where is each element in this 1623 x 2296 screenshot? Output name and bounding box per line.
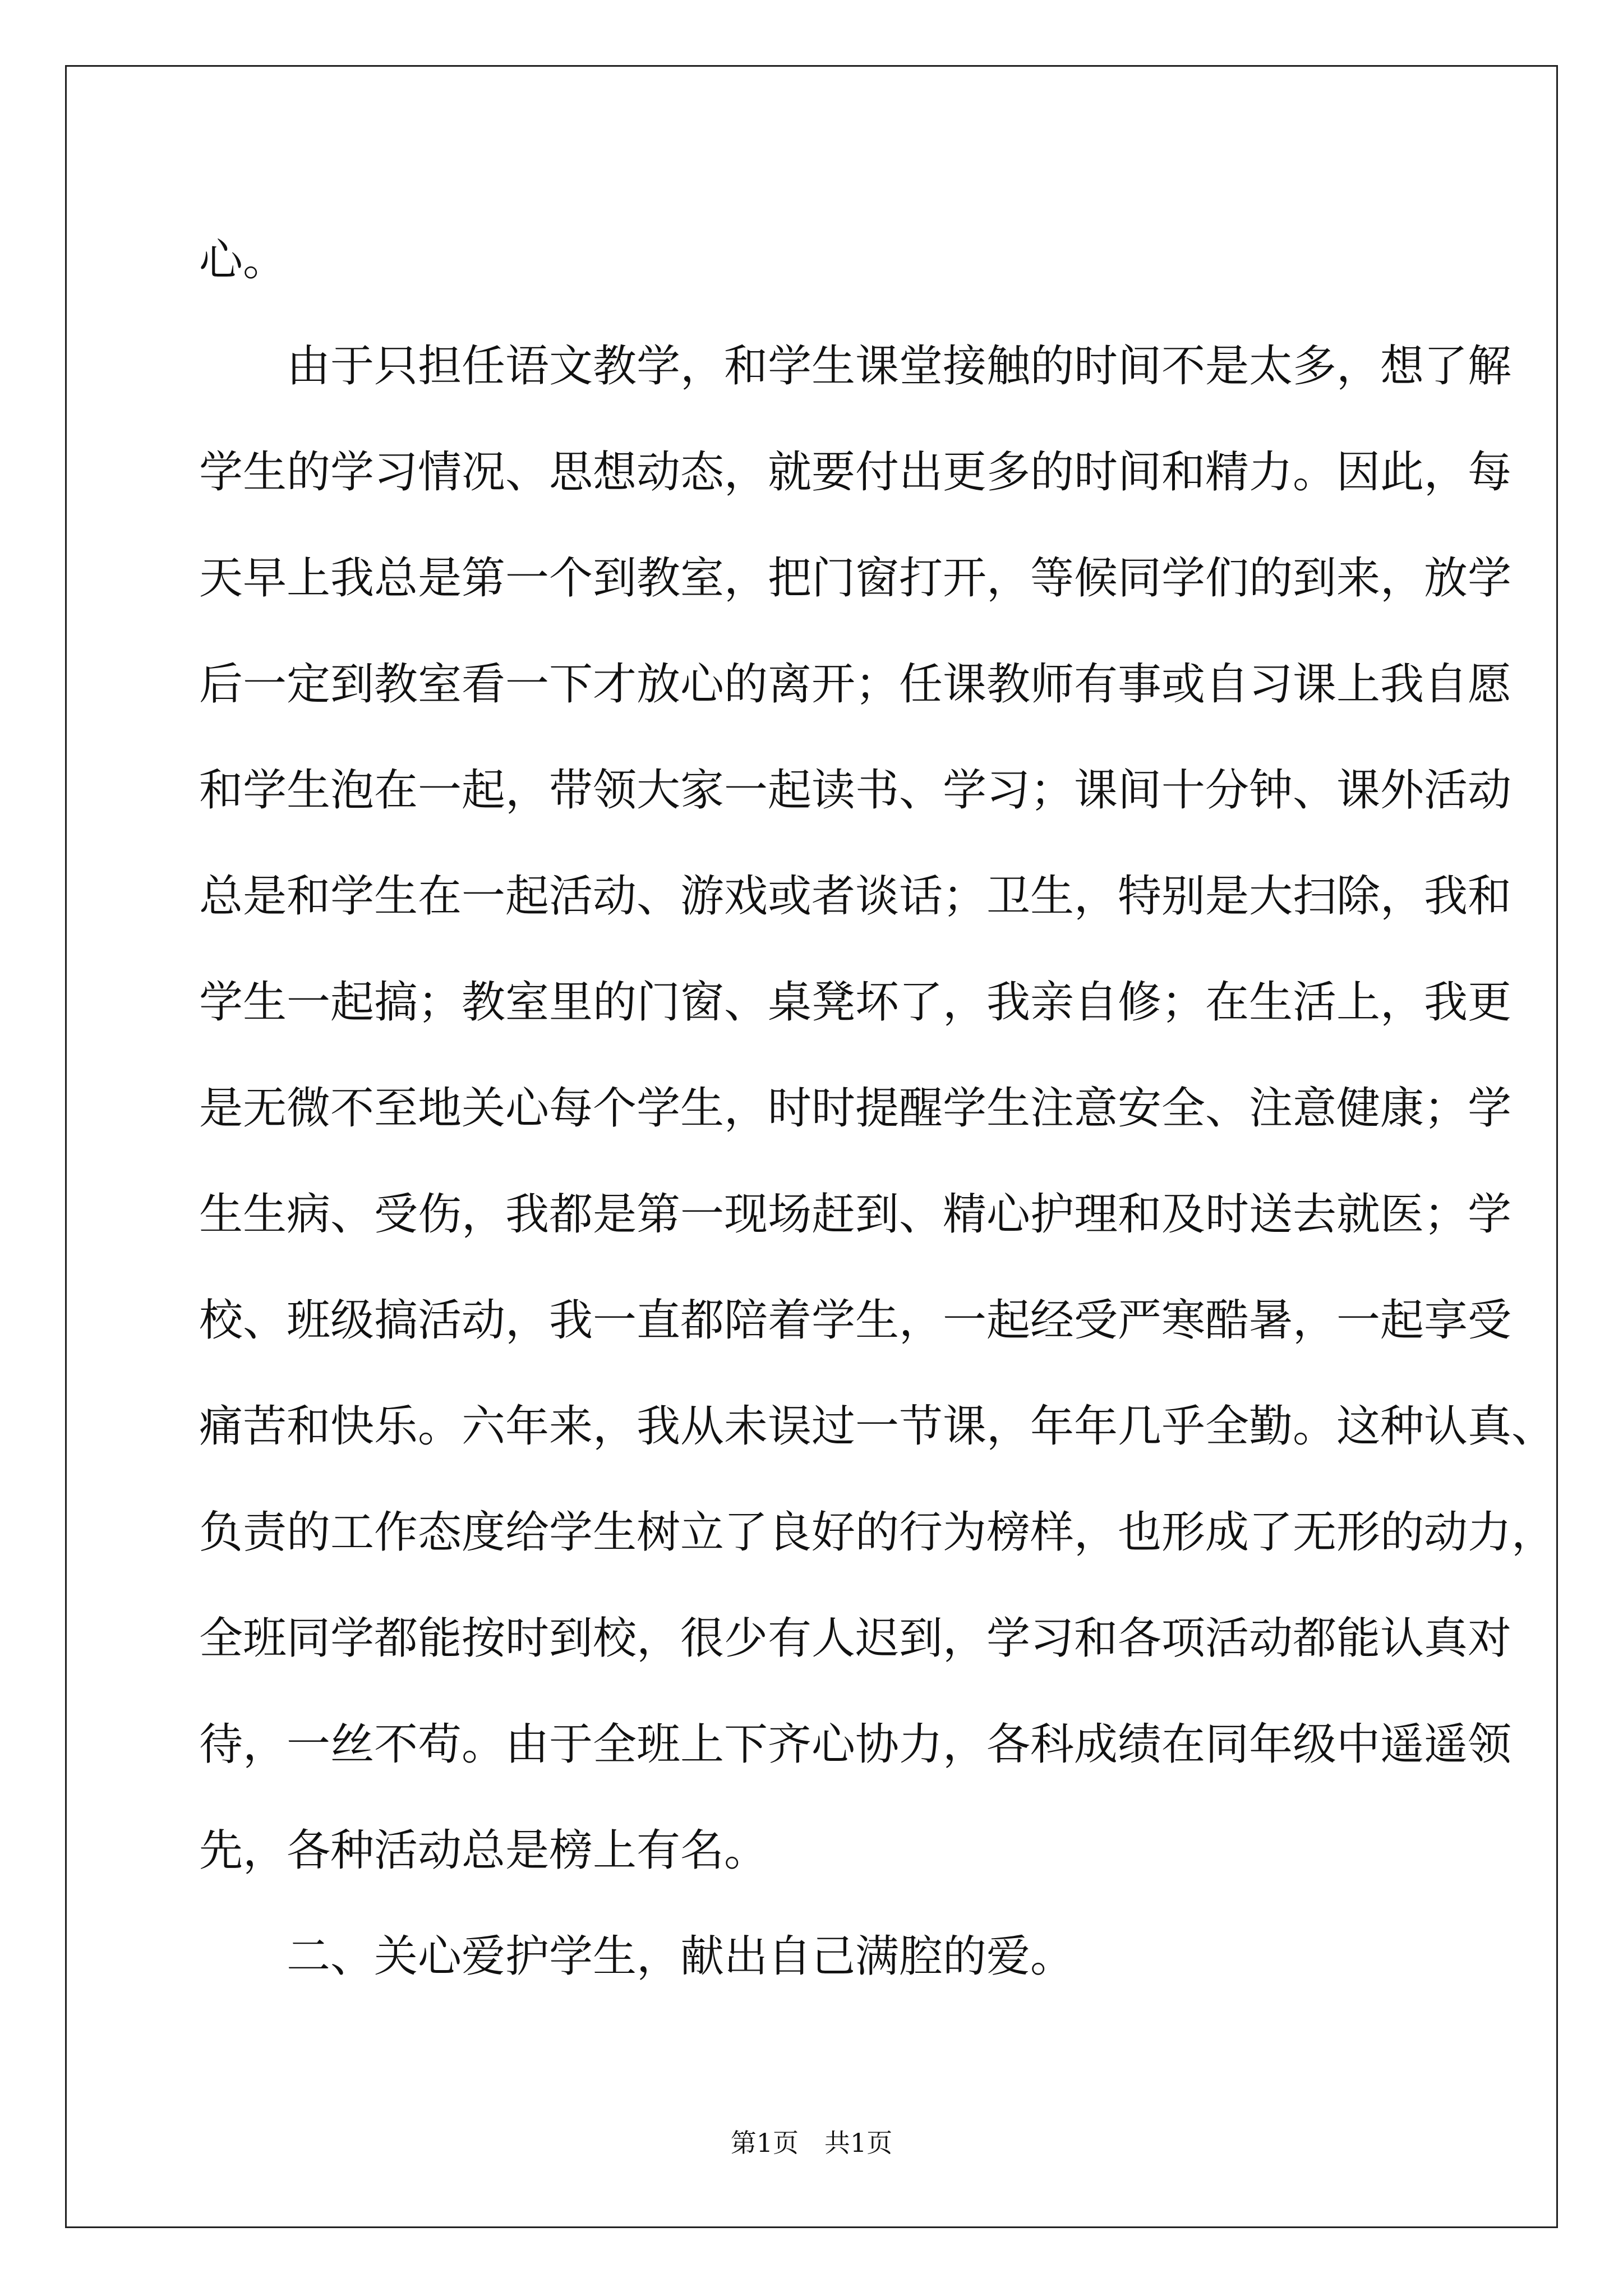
paragraph-line: 全班同学都能按时到校，很少有人迟到，学习和各项活动都能认真对 [199,1613,1512,1664]
page-total: 共1页 [824,2128,893,2158]
paragraph-line: 后一定到教室看一下才放心的离开；任课教师有事或自习课上我自愿 [199,659,1512,710]
page-number: 第1页 [730,2128,799,2158]
paragraph-line: 学生的学习情况、思想动态，就要付出更多的时间和精力。因此，每 [199,447,1512,498]
paragraph-line: 由于只担任语文教学，和学生课堂接触的时间不是太多，想了解 [287,341,1512,392]
page-footer [0,2126,1623,2160]
paragraph-line: 天早上我总是第一个到教室，把门窗打开，等候同学们的到来，放学 [199,553,1512,604]
paragraph-line: 先，各种活动总是榜上有名。 [199,1825,768,1876]
paragraph-line: 总是和学生在一起活动、游戏或者谈话；卫生，特别是大扫除，我和 [199,871,1512,922]
paragraph-line: 痛苦和快乐。六年来，我从未误过一节课，年年几乎全勤。这种认真、 [199,1401,1556,1452]
paragraph-line: 是无微不至地关心每个学生，时时提醒学生注意安全、注意健康；学 [199,1083,1512,1134]
paragraph-line: 待，一丝不苟。由于全班上下齐心协力，各科成绩在同年级中遥遥领 [199,1719,1512,1770]
paragraph-line: 负责的工作态度给学生树立了良好的行为榜样，也形成了无形的动力， [199,1507,1556,1558]
document-body [199,208,1556,2010]
paragraph-line: 学生一起搞；教室里的门窗、桌凳坏了，我亲自修；在生活上，我更 [199,977,1512,1028]
paragraph-line: 心。 [199,235,287,286]
paragraph-line: 校、班级搞活动，我一直都陪着学生，一起经受严寒酷暑，一起享受 [199,1295,1512,1346]
paragraph-line: 生生病、受伤，我都是第一现场赶到、精心护理和及时送去就医；学 [199,1189,1512,1240]
paragraph-line: 和学生泡在一起，带领大家一起读书、学习；课间十分钟、课外活动 [199,765,1512,816]
section-heading: 二、关心爱护学生，献出自己满腔的爱。 [287,1931,1075,1982]
